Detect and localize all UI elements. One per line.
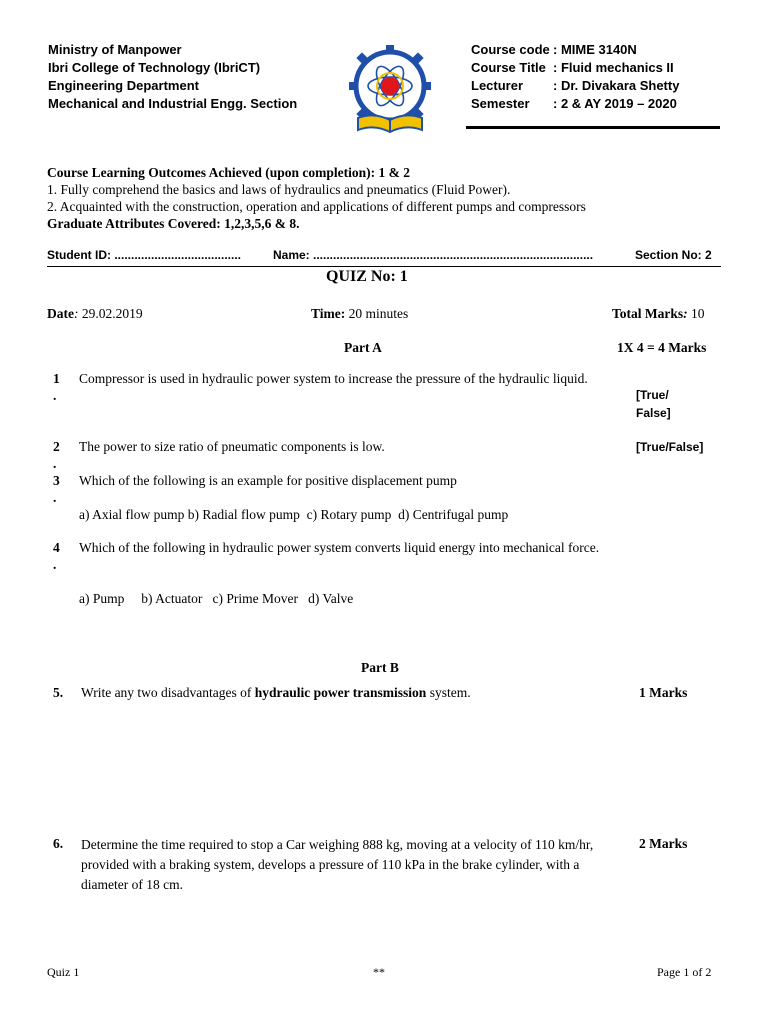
time-label: Time: xyxy=(311,306,346,321)
question-4-number: 4 . xyxy=(53,540,60,572)
question-3-options: a) Axial flow pump b) Radial flow pump c) Rotary pump d) Centrifugal pump xyxy=(79,507,509,522)
footer-left: Quiz 1 xyxy=(47,965,80,979)
lecturer-value: : Dr. Divakara Shetty xyxy=(553,78,680,93)
student-name-field: Name: .................................................................................... xyxy=(273,248,594,262)
question-3-number: 3 . xyxy=(53,473,60,505)
outcome-item-1: 1. Fully comprehend the basics and laws of hydraulics and pneumatics (Fluid Power). xyxy=(47,182,511,197)
college-name: Ibri College of Technology (IbriCT) xyxy=(48,60,261,75)
quiz-total-marks: Total Marks: 10 xyxy=(612,306,705,321)
question-1-text: Compressor is used in hydraulic power system to increase the pressure of the hydraulic liquid. xyxy=(79,371,588,386)
course-title-label: Course Title xyxy=(471,60,546,75)
question-1-answer: [True/ False] xyxy=(636,388,671,420)
question-2-number: 2 . xyxy=(53,439,60,471)
quiz-time xyxy=(311,305,408,322)
question-1-number: 1 . xyxy=(53,371,60,403)
marks-label: Total Marks xyxy=(612,306,684,321)
ministry-name: Ministry of Manpower xyxy=(48,42,182,57)
section-number: Section No: 2 xyxy=(635,248,712,262)
part-a-title: Part A xyxy=(344,340,382,355)
header-rule xyxy=(466,126,720,129)
semester-value: : 2 & AY 2019 – 2020 xyxy=(553,96,677,111)
college-logo xyxy=(330,40,450,140)
section-name: Mechanical and Industrial Engg. Section xyxy=(48,96,298,111)
header-right-values xyxy=(553,41,679,113)
footer-page-number: Page 1 of 2 xyxy=(657,965,712,979)
footer-center: ** xyxy=(373,965,385,979)
question-2-text: The power to size ratio of pneumatic components is low. xyxy=(79,439,385,454)
header-left xyxy=(48,41,297,113)
quiz-title: QUIZ No: 1 xyxy=(326,268,408,285)
question-4-text: Which of the following in hydraulic power system converts liquid energy into mechanical force. xyxy=(79,540,600,555)
part-b-title: Part B xyxy=(361,660,399,675)
quiz-date: Date: 29.02.2019 xyxy=(47,306,143,321)
question-4-options: a) Pump b) Actuator c) Prime Mover d) Valve xyxy=(79,591,354,606)
question-5-number: 5. xyxy=(53,685,64,700)
question-2-answer: [True/False] xyxy=(636,440,704,454)
outcome-item-2: 2. Acquainted with the construction, operation and applications of different pumps and compressors xyxy=(47,199,586,214)
question-5-text: Write any two disadvantages of hydraulic power transmission system. xyxy=(81,685,471,700)
outcomes-heading: Course Learning Outcomes Achieved (upon completion): 1 & 2 xyxy=(47,165,410,180)
course-code-value: : MIME 3140N xyxy=(553,42,637,57)
header-right-labels xyxy=(471,41,550,113)
question-3-text: Which of the following is an example for positive displacement pump xyxy=(79,473,457,488)
course-title-value: : Fluid mechanics II xyxy=(553,60,674,75)
student-id-field: Student ID: ...................................... xyxy=(47,248,242,262)
department-name: Engineering Department xyxy=(48,78,199,93)
question-6-marks: 2 Marks xyxy=(639,836,688,851)
date-label: Date xyxy=(47,306,74,321)
student-rule xyxy=(47,266,721,267)
question-6-text: Determine the time required to stop a Car weighing 888 kg, moving at a velocity of 110 km/hr, provided with a braking system, develops a pressure of 110 kPa in the brake cylinder, with a diameter of 18 cm. xyxy=(81,837,594,892)
question-6-number: 6. xyxy=(53,836,64,851)
course-code-label: Course code xyxy=(471,42,550,57)
part-a-marks: 1X 4 = 4 Marks xyxy=(617,340,707,355)
semester-label: Semester xyxy=(471,96,530,111)
question-5-marks: 1 Marks xyxy=(639,685,688,700)
time-value: 20 minutes xyxy=(345,306,409,321)
lecturer-label: Lecturer xyxy=(471,78,524,93)
graduate-attributes: Graduate Attributes Covered: 1,2,3,5,6 & 8. xyxy=(47,216,300,231)
